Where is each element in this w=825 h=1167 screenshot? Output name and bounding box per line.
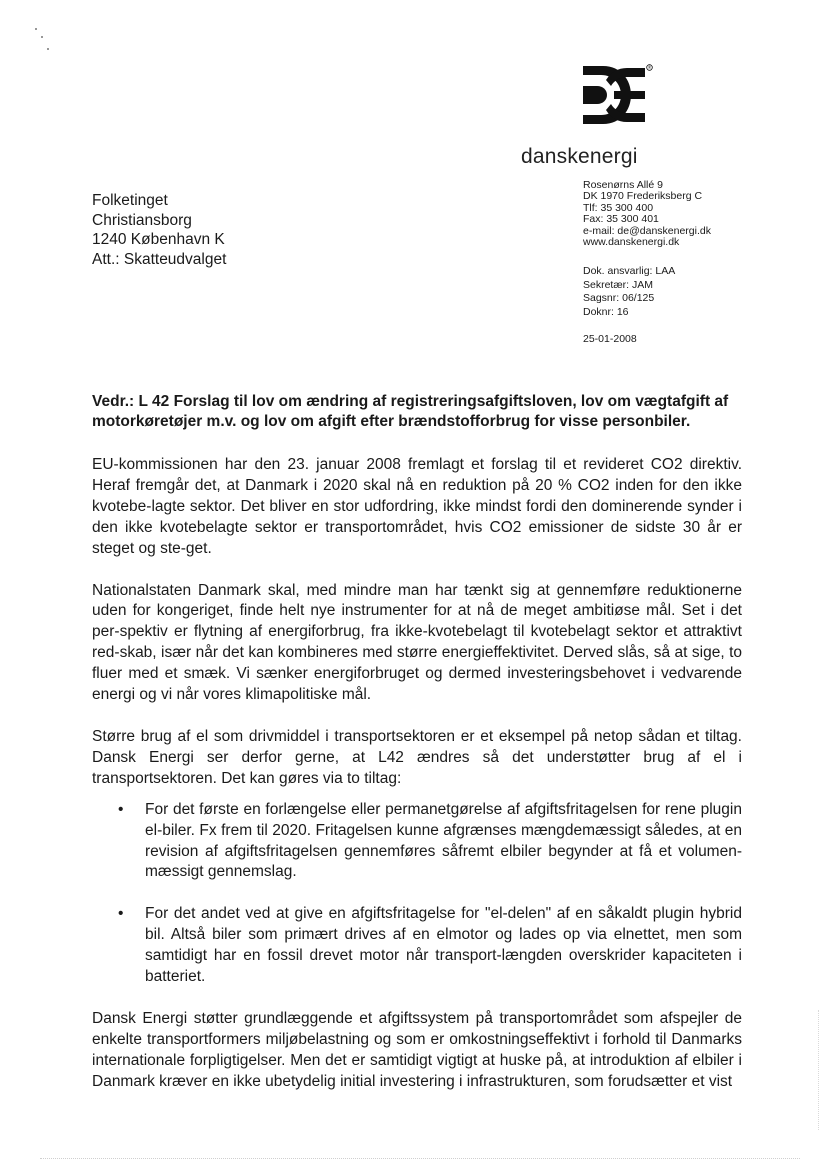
body-paragraph: Større brug af el som drivmiddel i transportsektoren er et eksempel på netop sådan et tiltag. Dansk Energi ser derfor gerne, at L42 ændres så det understøtter brug af el i transportsektoren. Det kan gøres via to tiltag: [92, 727, 742, 787]
scan-speck [47, 48, 49, 50]
recipient-line: 1240 København K [92, 231, 225, 248]
recipient-line: Folketinget [92, 192, 168, 209]
contact-line: Tlf: 35 300 400 [583, 201, 654, 214]
brand-name: danskenergi [521, 145, 638, 168]
body-paragraph: EU-kommissionen har den 23. januar 2008 fremlagt et forslag til et revideret CO2 direktiv. Heraf fremgår det, at Danmark i 2020 skal nå en reduktion på 20 % CO2 inden for den ikke kvotebe-lagte sektor. Det bliver en stor udfordring, ikke mindst fordi den dominerende synder i den ikke kvotebelagte sektor er transportområdet, hvis CO2 emissioner de sidste 30 år er steget og ste-get. [92, 456, 742, 557]
document-info [583, 265, 675, 319]
list-item [118, 800, 742, 884]
registered-mark: ® [647, 65, 652, 71]
letter-date: 25-01-2008 [583, 333, 637, 345]
scan-speck [41, 36, 43, 38]
docinfo-line: Sekretær: JAM [583, 278, 654, 291]
recipient-line: Att.: Skatteudvalget [92, 250, 227, 268]
recipient-address [92, 191, 226, 269]
body-paragraph: Dansk Energi støtter grundlæggende et afgiftssystem på transportområdet som afspejler de enkelte transportformers miljøbelastning og som er omkostningseffektivt i forhold til Danmarks internationale forpligtigelser. Men det er samtidigt vigtigt at huske på, at introduktion af elbiler i Danmark kræver en ikke ubetydelig initial investering i infrastrukturen, som forudsætter et vist [92, 1009, 742, 1090]
scan-dotted-line [40, 1158, 800, 1159]
contact-website: www.danskenergi.dk [583, 236, 680, 249]
docinfo-line: Sagsnr: 06/125 [583, 292, 655, 304]
contact-line: Rosenørns Allé 9 [583, 179, 663, 191]
letter-subject: Vedr.: L 42 Forslag til lov om ændring af registreringsafgiftsloven, lov om vægtafgift af motorkøretøjer m.v. og lov om afgift efter brændstofforbrug for visse personbiler. [92, 393, 729, 430]
scan-speck [35, 28, 37, 30]
body-paragraph: Nationalstaten Danmark skal, med mindre man har tænkt sig at gennemføre reduktionerne uden for kongeriget, finde helt nye instrumenter for at nå de meget ambitiøse mål. Set i det per-spektiv er flytning af energiforbrug, fra ikke-kvotebelagt til kvotebelagt sektor et attraktivt red-skab, især når det kan kombineres med større energieffektivitet. Derved slås, så at sige, to fluer med et smæk. Vi sænker energiforbruget og dermed investeringsbehovet i vedvarende energi og vi når vores klimapolitiske mål. [92, 581, 742, 704]
recipient-line: Christiansborg [92, 211, 192, 229]
contact-line: DK 1970 Frederiksberg C [583, 190, 703, 203]
list-item-text: For det første en forlængelse eller permanetgørelse af afgiftsfritagelsen for rene plugin el-biler. Fx frem til 2020. Fritagelsen kunne afgrænses mængdemæssigt således, at en revision af afgiftsfritagelsen gennemføres såfremt elbiler begynder at få et volumen-mæssigt gennemslag. [145, 800, 742, 881]
docinfo-line: Dok. ansvarlig: LAA [583, 265, 676, 277]
docinfo-line: Doknr: 16 [583, 305, 629, 318]
list-item-text: For det andet ved at give en afgiftsfritagelse for "el-delen" af en såkaldt plugin hybrid bil. Altså biler som primært drives af en elmotor og lades op via elnettet, men som samtidigt har en fossil drevet motor når transport-længden overskrider kapaciteten i batteriet. [145, 905, 742, 986]
sender-contact-block [583, 180, 711, 248]
contact-email: e-mail: de@danskenergi.dk [583, 224, 711, 237]
letter-body [92, 455, 742, 1114]
list-item [118, 904, 742, 988]
bullet-icon: • [118, 800, 124, 818]
contact-line: Fax: 35 300 401 [583, 213, 659, 226]
measures-list [92, 800, 742, 988]
scan-dotted-edge [818, 1010, 819, 1130]
danskenergi-logo [581, 64, 653, 126]
bullet-icon: • [118, 905, 124, 923]
